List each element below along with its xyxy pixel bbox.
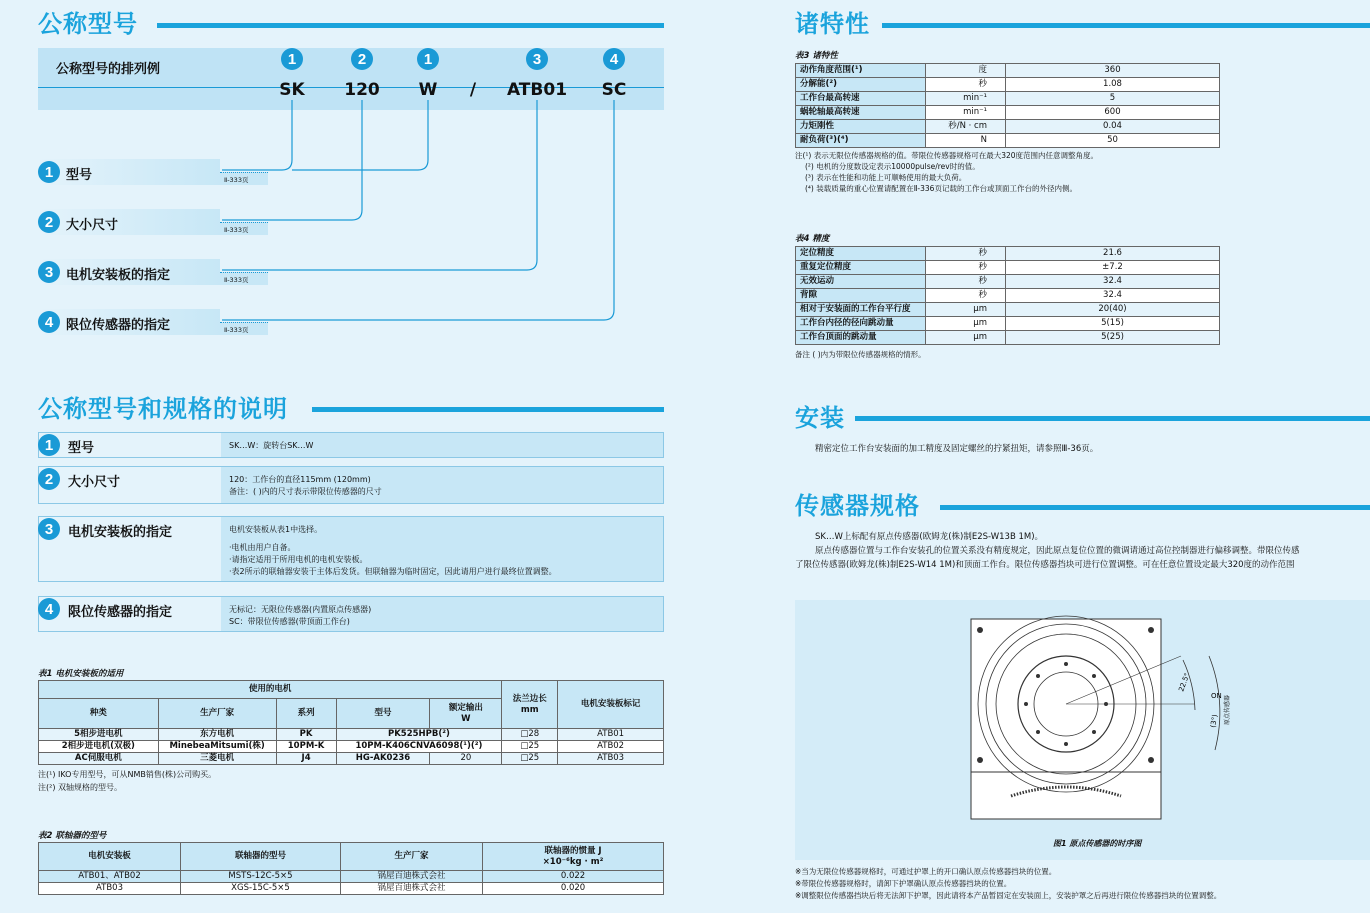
table4-value: 32.4: [1006, 275, 1220, 289]
section-title-sensor: 传感器规格: [795, 492, 920, 520]
sensor-text-line: 了限位传感器(欧姆龙(株)制E2S-W14 1M)和顶面工作台。限位传感器挡块可进行位置调整。可在任意位置设定最大320度的动作范围: [795, 560, 1295, 570]
table3-row: [796, 120, 1220, 134]
table2-cell: ATB01、ATB02: [39, 871, 181, 883]
table4-unit: 秒: [926, 289, 1006, 303]
table3-value: 600: [1006, 106, 1220, 120]
table4-unit: μm: [926, 331, 1006, 345]
table3-unit: min⁻¹: [926, 92, 1006, 106]
legend-label: 型号: [66, 168, 93, 183]
spec-label: 限位传感器的指定: [68, 605, 173, 620]
table1: [38, 680, 664, 765]
table1-caption: 表1 电机安装板的适用: [38, 669, 124, 679]
table2-row: [39, 883, 664, 895]
table1-cell: 2相步进电机(双极): [39, 741, 159, 753]
figure-panel: [795, 600, 1370, 860]
table4-row: [796, 331, 1220, 345]
model-part-code: W: [418, 80, 438, 100]
table2-cell: 0.020: [483, 883, 664, 895]
legend-number-badge: 3: [38, 261, 60, 283]
table1-header-type: 种类: [39, 699, 159, 729]
spec-description: [229, 474, 382, 498]
table1-cell: 10PM-K: [276, 741, 336, 753]
table1-row: [39, 729, 664, 741]
connector-line-3: [222, 100, 537, 270]
table1-row: [39, 753, 664, 765]
connector-line-1b: [292, 100, 428, 170]
table2-header-coupling: 联轴器的型号: [181, 843, 341, 871]
table4-value: 20(40): [1006, 303, 1220, 317]
table4-value: 5(25): [1006, 331, 1220, 345]
model-part-number-badge: 1: [417, 48, 439, 70]
table4-value: ±7.2: [1006, 261, 1220, 275]
table4-label: 无效运动: [796, 275, 926, 289]
table1-note: 注(¹) IKO专用型号，可从NMB销售(株)公司购买。: [38, 770, 217, 779]
figure-label-angle: 22.5°: [1177, 672, 1192, 693]
table3-label: 工作台最高转速: [796, 92, 926, 106]
title-rule: [855, 416, 1370, 421]
sensor-text-line: SK…W上标配有原点传感器(欧姆龙(株)制E2S-W13B 1M)。: [815, 532, 1044, 542]
spec-label: 型号: [68, 441, 95, 456]
spec-description: [229, 440, 313, 452]
table3-note: (⁴) 装载质量的重心位置请配置在Ⅱ-336页记载的工作台或顶面工作台的外径内侧。: [805, 184, 1077, 193]
legend-page-ref: Ⅱ-333页: [224, 326, 249, 334]
table4-unit: 秒: [926, 261, 1006, 275]
table4-label: 相对于安装面的工作台平行度: [796, 303, 926, 317]
legend-label: 限位传感器的指定: [66, 318, 171, 333]
table2: [38, 842, 664, 895]
legend-page-ref: Ⅱ-333页: [224, 226, 249, 234]
legend-number-badge: 4: [38, 311, 60, 333]
table3-label: 动作角度范围(¹): [796, 64, 926, 78]
title-rule: [940, 505, 1370, 510]
table4-value: 21.6: [1006, 247, 1220, 261]
table3-value: 0.04: [1006, 120, 1220, 134]
table1-header-series: 系列: [276, 699, 336, 729]
table3-value: 50: [1006, 134, 1220, 148]
figure-footnotes: [795, 866, 1221, 902]
table1-header-flange: 法兰边长 mm: [502, 681, 558, 729]
table2-header-inertia-unit: ×10⁻⁶kg · m²: [542, 856, 604, 867]
table2-cell: ATB03: [39, 883, 181, 895]
table4-row: [796, 247, 1220, 261]
table2-caption: 表2 联轴器的型号: [38, 831, 107, 841]
figure-hole: [1064, 662, 1068, 666]
figure-bolt: [977, 627, 983, 633]
table3-label: 分解能(²): [796, 78, 926, 92]
connector-line-1a: [222, 100, 292, 170]
spec-description: [229, 524, 557, 578]
table1-cell: □28: [502, 729, 558, 741]
spec-line: 120：工作台的直径115mm (120mm): [229, 475, 371, 484]
table2-header-maker: 生产厂家: [341, 843, 483, 871]
table1-cell: HG-AK0236: [336, 753, 430, 765]
spec-number-badge: 3: [38, 518, 60, 540]
legend-number-badge: 1: [38, 161, 60, 183]
table1-cell: AC伺服电机: [39, 753, 159, 765]
table3-row: [796, 64, 1220, 78]
table4-row: [796, 303, 1220, 317]
table2-header-plate: 电机安装板: [39, 843, 181, 871]
table3-value: 5: [1006, 92, 1220, 106]
spec-label: 大小尺寸: [68, 475, 121, 490]
table4-label: 重复定位精度: [796, 261, 926, 275]
spec-line: SC：带限位传感器(带顶面工作台): [229, 617, 350, 626]
figure-hole: [1036, 674, 1040, 678]
legend-page-ref: Ⅱ-333页: [224, 276, 249, 284]
table1-cell: □25: [502, 741, 558, 753]
sensor-text-line: 原点传感器位置与工作台安装孔的位置关系没有精度规定，因此原点复位位置的微调请通过高位控制器进行偏移调整。带限位传感: [815, 546, 1300, 556]
table1-cell: 20: [430, 753, 502, 765]
legend-label: 大小尺寸: [66, 218, 119, 233]
model-part-code: /: [469, 80, 477, 100]
table4-unit: 秒: [926, 247, 1006, 261]
connector-line-4: [222, 100, 614, 320]
table3-note: 注(¹) 表示无限位传感器规格的值。带限位传感器规格可在最大320度范围内任意调整角度。: [795, 151, 1099, 160]
figure-bolt: [1148, 757, 1154, 763]
table3-notes: [795, 150, 1098, 194]
footnote: ※当为无限位传感器规格时，可通过护罩上的开口确认原点传感器挡块的位置。: [795, 867, 1057, 876]
figure-base: [971, 772, 1161, 819]
spec-line: ·请指定适用于所用电机的电机安装板。: [229, 555, 368, 564]
spec-line: ·电机由用户自备。: [229, 543, 296, 552]
table1-cell: ATB03: [558, 753, 664, 765]
table1-row: [39, 741, 664, 753]
footnote: ※带限位传感器规格时，请卸下护罩确认原点传感器挡块的位置。: [795, 879, 1012, 888]
spec-line: SK…W：旋转台SK…W: [229, 441, 314, 450]
figure-caption: 图1 原点传感器的时序图: [1053, 839, 1142, 848]
table4-row: [796, 275, 1220, 289]
legend-number-badge: 2: [38, 211, 60, 233]
table4-label: 工作台顶面的跳动量: [796, 331, 926, 345]
section-title-install: 安装: [795, 404, 845, 432]
table4-note: 备注 ( )内为带限位传感器规格的情形。: [795, 350, 926, 359]
model-part-code: 120: [344, 80, 380, 100]
table2-cell: 锅屋百迪株式会社: [341, 883, 483, 895]
table1-cell: 东方电机: [158, 729, 276, 741]
table1-header-output: 额定输出 W: [430, 699, 502, 729]
section-title-model: 公称型号: [38, 10, 138, 38]
table3-label: 蜗轮轴最高转速: [796, 106, 926, 120]
figure-label-3deg: (3°): [1209, 713, 1220, 729]
legend-page-ref: Ⅱ-333页: [224, 176, 249, 184]
spec-line: 无标记：无限位传感器(内置原点传感器): [229, 605, 372, 614]
figure-hole: [1092, 730, 1096, 734]
table3-unit: 秒: [926, 78, 1006, 92]
table1-header-maker: 生产厂家: [158, 699, 276, 729]
footnote: ※调整限位传感器挡块后将无法卸下护罩，因此请将本产品暂固定在安装面上，安装护罩之后再进行限位传感器挡块的位置调整。: [795, 891, 1222, 900]
table1-note: 注(²) 双轴规格的型号。: [38, 783, 122, 792]
table1-cell: 三菱电机: [158, 753, 276, 765]
table1-notes: [38, 768, 216, 794]
figure-hole: [1092, 674, 1096, 678]
table3-row: [796, 106, 1220, 120]
spec-line: 备注：( )内的尺寸表示带限位传感器的尺寸: [229, 487, 382, 496]
figure-hole: [1064, 742, 1068, 746]
sensor-timing-figure: [795, 600, 1370, 860]
install-text: 精密定位工作台安装面的加工精度及固定螺丝的拧紧扭矩，请参照Ⅲ-36页。: [815, 444, 1099, 454]
table1-cell: ATB01: [558, 729, 664, 741]
table3-unit: min⁻¹: [926, 106, 1006, 120]
table3-row: [796, 78, 1220, 92]
table4-row: [796, 289, 1220, 303]
spec-line: 电机安装板从表1中选择。: [229, 525, 323, 534]
table2-cell: XGS-15C-5×5: [181, 883, 341, 895]
spec-label: 电机安装板的指定: [68, 525, 173, 540]
table3-note: (³) 表示在性能和功能上可顺畅使用的最大负荷。: [805, 173, 967, 182]
figure-label-on: ON: [1211, 692, 1222, 700]
sensor-text: [795, 530, 1370, 572]
table4-label: 工作台内径的径向跳动量: [796, 317, 926, 331]
table4-row: [796, 261, 1220, 275]
table1-group-header: 使用的电机: [39, 681, 502, 699]
table2-row: [39, 871, 664, 883]
table4-unit: μm: [926, 303, 1006, 317]
figure-arc-outer: [1209, 656, 1220, 750]
table3-value: 1.08: [1006, 78, 1220, 92]
spec-line: ·表2所示的联轴器安装于主体后发货。但联轴器为临时固定，因此请用户进行最终位置调整。: [229, 567, 557, 576]
table4-unit: μm: [926, 317, 1006, 331]
table3-unit: 度: [926, 64, 1006, 78]
table4-value: 32.4: [1006, 289, 1220, 303]
table3-unit: N: [926, 134, 1006, 148]
table4-caption: 表4 精度: [795, 234, 830, 244]
model-part-number-badge: 3: [526, 48, 548, 70]
table4-label: 定位精度: [796, 247, 926, 261]
legend-label: 电机安装板的指定: [66, 268, 171, 283]
section-title-spec: 公称型号和规格的说明: [38, 395, 288, 423]
table3-value: 360: [1006, 64, 1220, 78]
title-rule: [882, 23, 1370, 28]
figure-label-sensor: 原点传感器: [1224, 694, 1231, 725]
table4: [795, 246, 1220, 345]
table1-cell: PK: [276, 729, 336, 741]
figure-hole: [1036, 730, 1040, 734]
table3-row: [796, 134, 1220, 148]
table2-cell: 0.022: [483, 871, 664, 883]
model-part-code: ATB01: [506, 80, 568, 100]
spec-row-bg: [38, 432, 664, 458]
table3-note: (²) 电机的分度数设定表示10000pulse/rev时的值。: [805, 162, 980, 171]
table1-header-plate: 电机安装板标记: [558, 681, 664, 729]
table4-value: 5(15): [1006, 317, 1220, 331]
table3-row: [796, 92, 1220, 106]
model-example-label: 公称型号的排列例: [56, 62, 161, 77]
table2-cell: 锅屋百迪株式会社: [341, 871, 483, 883]
table3-unit: 秒/N · cm: [926, 120, 1006, 134]
table1-cell: 10PM-K406CNVA6098(¹)(²): [336, 741, 502, 753]
table1-cell: 5相步进电机: [39, 729, 159, 741]
model-part-code: SC: [601, 80, 627, 100]
table1-cell: MinebeaMitsumi(株): [158, 741, 276, 753]
table3-label: 力矩刚性: [796, 120, 926, 134]
table4-unit: 秒: [926, 275, 1006, 289]
table3: [795, 63, 1220, 148]
table2-cell: MSTS-12C-5×5: [181, 871, 341, 883]
table4-label: 背隙: [796, 289, 926, 303]
spec-number-badge: 2: [38, 468, 60, 490]
model-part-number-badge: 4: [603, 48, 625, 70]
table1-header-model: 型号: [336, 699, 430, 729]
table1-cell: PK525HPB(²): [336, 729, 502, 741]
model-part-code: SK: [279, 80, 305, 100]
table3-label: 耐负荷(³)(⁴): [796, 134, 926, 148]
figure-hole: [1104, 702, 1108, 706]
figure-bolt: [1148, 627, 1154, 633]
table2-header-inertia: [483, 843, 664, 871]
figure-bolt: [977, 757, 983, 763]
table2-header-inertia-label: 联轴器的惯量 J: [544, 845, 602, 856]
section-title-characteristics: 诸特性: [795, 10, 870, 38]
spec-number-badge: 4: [38, 598, 60, 620]
spec-number-badge: 1: [38, 434, 60, 456]
table1-cell: J4: [276, 753, 336, 765]
model-part-number-badge: 2: [351, 48, 373, 70]
table1-cell: ATB02: [558, 741, 664, 753]
model-part-number-badge: 1: [281, 48, 303, 70]
table3-caption: 表3 诸特性: [795, 51, 838, 61]
spec-description: [229, 604, 371, 628]
figure-hole: [1024, 702, 1028, 706]
title-rule: [312, 407, 664, 412]
table4-row: [796, 317, 1220, 331]
table1-cell: □25: [502, 753, 558, 765]
